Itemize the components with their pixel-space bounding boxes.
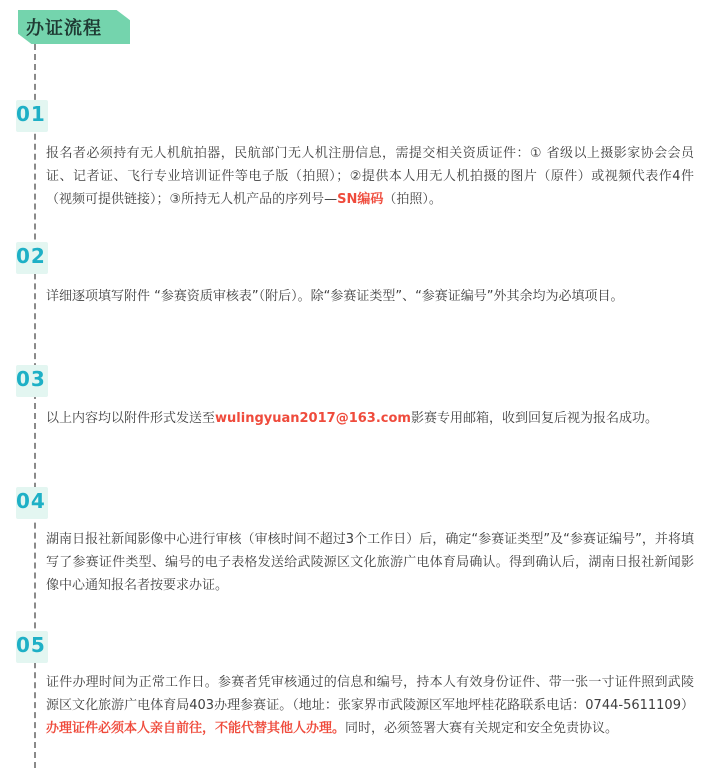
step-text-part: 以上内容均以附件形式发送至 [46, 411, 216, 426]
step-number: 01 [16, 102, 46, 126]
step-text-part: 同时，必须签署大赛有关规定和安全免责协议。 [345, 721, 619, 736]
sn-code-highlight: SN编码 [337, 192, 384, 207]
step-text [46, 142, 694, 211]
step-number: 03 [16, 367, 46, 391]
step-text-part: 详细逐项填写附件 “参赛资质审核表”（附后）。除“参赛证类型”、“参赛证编号”外其余均为必填项目。 [46, 289, 624, 304]
step-text [46, 407, 694, 430]
email-address: wulingyuan2017@163.com [215, 411, 411, 426]
step-text-part: 影赛专用邮箱，收到回复后视为报名成功。 [410, 411, 658, 426]
step-text-part: 报名者必须持有无人机航拍器，民航部门无人机注册信息，需提交相关资质证件：① 省级以上摄影家协会会员证、记者证、飞行专业培训证件等电子版（拍照）；②提供本人用无人机拍摄的图片（原件）或视频代表作4件（视频可提供链接）；③所持无人机产品的序列号— [46, 146, 694, 207]
section-title: 办证流程 [26, 18, 102, 39]
step-number: 05 [16, 633, 46, 657]
step-text-part: 证件办理时间为正常工作日。参赛者凭审核通过的信息和编号，持本人有效身份证件、带一张一寸证件照到武陵源区文化旅游广电体育局403办理参赛证。（地址：张家界市武陵源区军地坪桂花路联系电话：0744-5611109） [46, 675, 694, 713]
step-text-part: （拍照）。 [383, 192, 442, 207]
step-number: 02 [16, 244, 46, 268]
in-person-notice: 办理证件必须本人亲自前往，不能代替其他人办理。 [46, 721, 346, 736]
step-number: 04 [16, 489, 46, 513]
step-text [46, 528, 694, 597]
step-text [46, 285, 694, 308]
step-text-part: 湖南日报社新闻影像中心进行审核（审核时间不超过3个工作日）后，确定“参赛证类型”及“参赛证编号”，并将填写了参赛证件类型、编号的电子表格发送给武陵源区文化旅游广电体育局确认。得到确认后，湖南日报社新闻影像中心通知报名者按要求办证。 [46, 532, 694, 593]
step-text [46, 671, 694, 740]
